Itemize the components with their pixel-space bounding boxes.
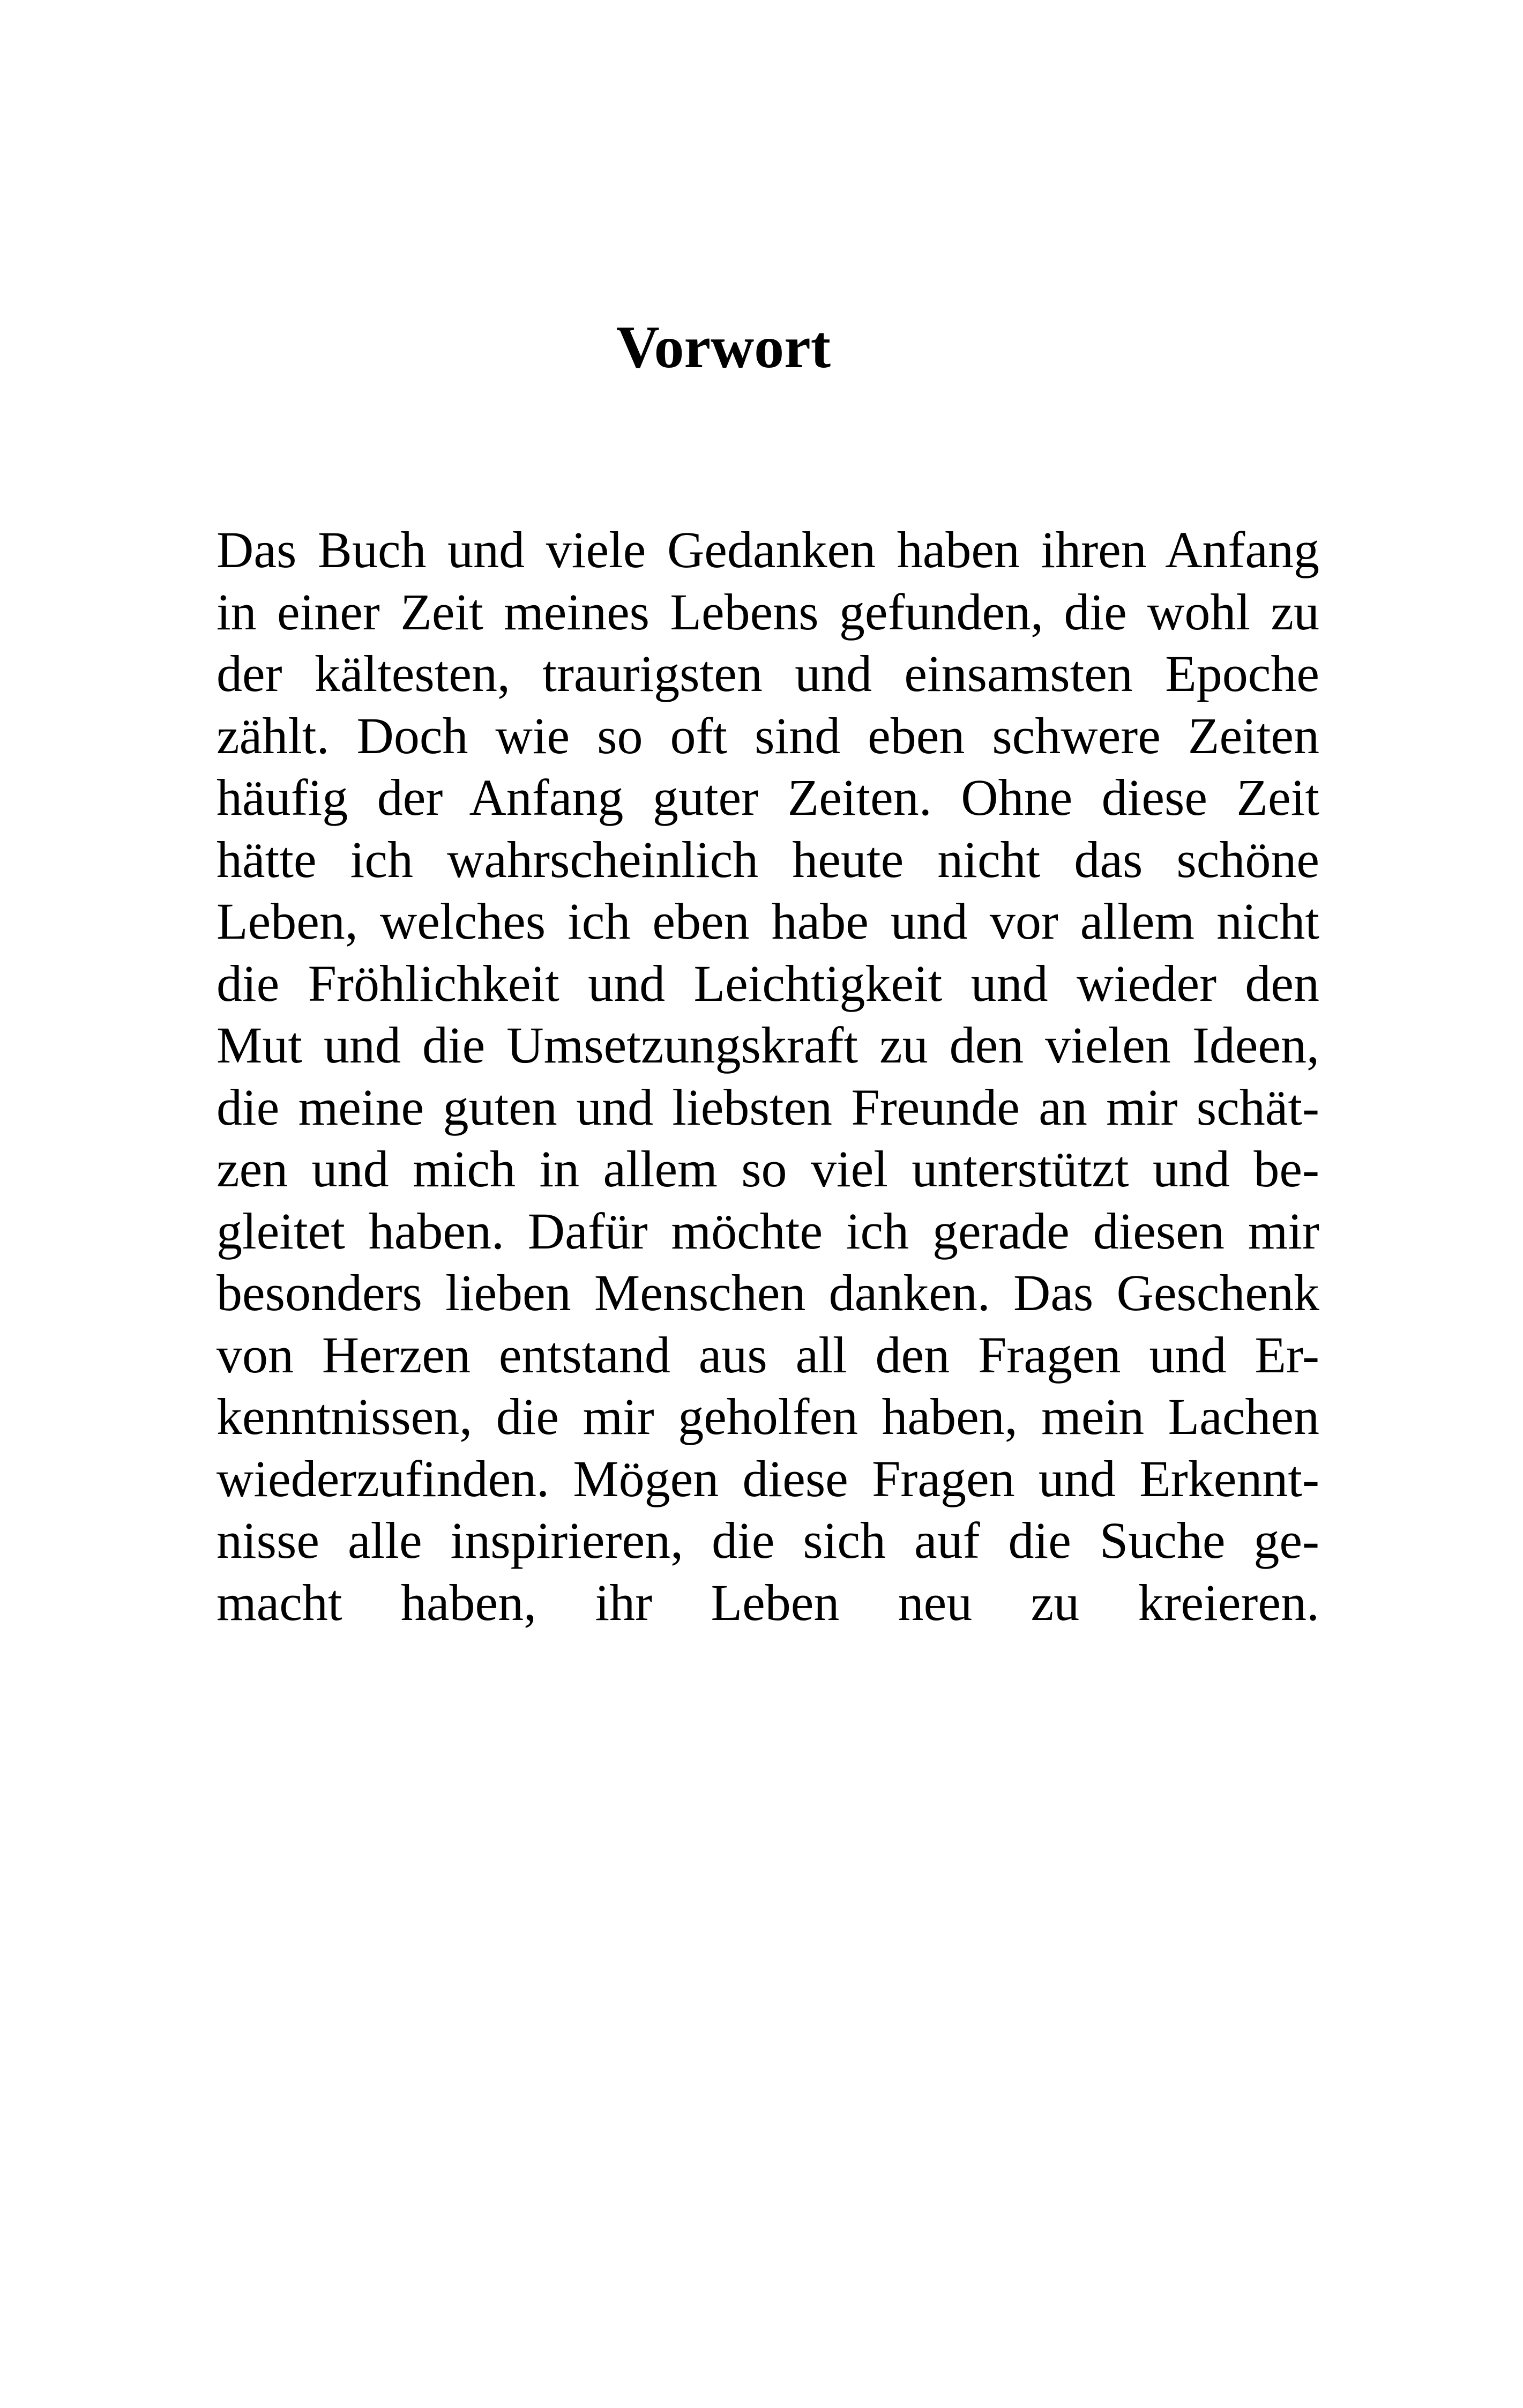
text-line: in einer Zeit meines Lebens gefunden, die wohl zu	[216, 583, 1319, 641]
text-line: macht haben, ihr Leben neu zu kreieren.	[216, 1573, 1319, 1631]
text-line: Das Buch und viele Gedanken haben ihren Anfang	[216, 521, 1319, 578]
text-line: hätte ich wahrscheinlich heute nicht das schöne	[216, 830, 1319, 888]
text-line: kenntnissen, die mir geholfen haben, mein Lachen	[216, 1388, 1319, 1445]
text-line: zen und mich in allem so viel unterstützt und be-	[216, 1140, 1319, 1198]
text-line: die meine guten und liebsten Freunde an mir schät-	[216, 1078, 1319, 1136]
text-line: gleitet haben. Dafür möchte ich gerade diesen mir	[216, 1202, 1319, 1260]
text-line: häufig der Anfang guter Zeiten. Ohne diese Zeit	[216, 769, 1319, 826]
text-line: wiederzufinden. Mögen diese Fragen und Erkennt-	[216, 1450, 1319, 1507]
text-line: nisse alle inspirieren, die sich auf die Suche ge-	[216, 1512, 1319, 1569]
text-line: besonders lieben Menschen danken. Das Geschenk	[216, 1264, 1319, 1321]
text-line: Leben, welches ich eben habe und vor allem nicht	[216, 893, 1319, 950]
text-line: der kältesten, traurigsten und einsamsten Epoche	[216, 645, 1319, 702]
chapter-title: Vorwort	[616, 314, 831, 381]
text-line: die Fröhlichkeit und Leichtigkeit und wieder den	[216, 954, 1319, 1012]
text-line: von Herzen entstand aus all den Fragen und Er-	[216, 1326, 1319, 1384]
body-paragraph	[216, 519, 1319, 1633]
text-line: zählt. Doch wie so oft sind eben schwere Zeiten	[216, 707, 1319, 764]
text-line: Mut und die Umsetzungskraft zu den vielen Ideen,	[216, 1016, 1319, 1074]
